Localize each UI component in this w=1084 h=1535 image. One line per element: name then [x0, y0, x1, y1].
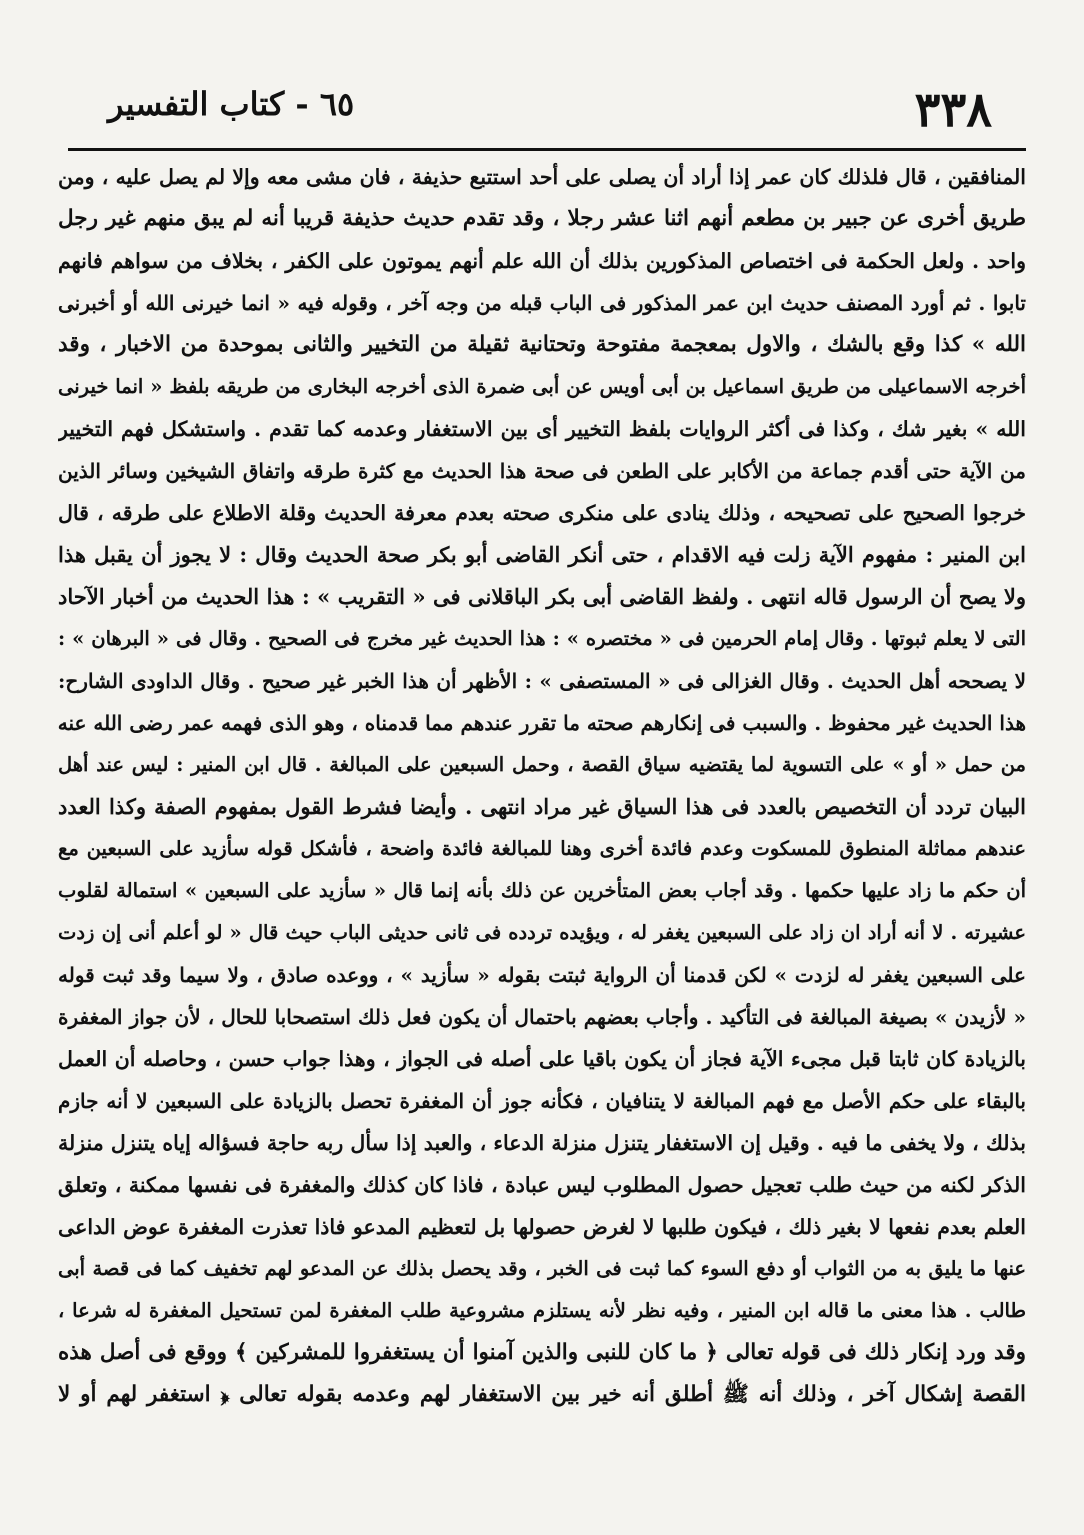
text-line: من الآية حتى أقدم جماعة من الأكابر على الطعن فى صحة هذا الحديث مع كثرة طرقه واتفاق الشيخين وسائر الذين [58, 459, 1026, 483]
text-line: عشيرته . لا أنه أراد ان زاد على السبعين يغفر له ، ويؤيده تردده فى ثانى حديثى الباب حيث قال « لو أعلم أنى إن زدت [58, 921, 1026, 944]
text-line: بالبقاء على حكم الأصل مع فهم المبالغة لا يتنافيان ، فكأنه جوز أن المغفرة تحصل بالزيادة على السبعين لا أنه جازم [58, 1089, 1026, 1113]
text-line: لا يصححه أهل الحديث . وقال الغزالى فى « المستصفى » : الأظهر أن هذا الخبر غير صحيح . وقال الداودى الشارح: [58, 669, 1026, 693]
text-line: البيان تردد أن التخصيص بالعدد فى هذا السياق غير مراد انتهى . وأيضا فشرط القول بمفهوم الصفة وكذا العدد [58, 794, 1026, 819]
text-line: الله » كذا وقع بالشك ، والاول بمعجمة مفتوحة وتحتانية ثقيلة من التخيير والثانى بموحدة من الاخبار ، وقد [58, 332, 1026, 357]
text-line: الله » بغير شك ، وكذا فى أكثر الروايات بلفظ التخيير أى بين الاستغفار وعدمه كما تقدم . واستشكل فهم التخيير [58, 417, 1026, 441]
page-header [58, 82, 1026, 156]
text-line: « لأزيدن » بصيغة المبالغة فى التأكيد . وأجاب بعضهم باحتمال أن يكون فعل ذلك استصحابا للحال ، لأن جواز المغفرة [58, 1005, 1026, 1029]
text-line: طالب . هذا معنى ما قاله ابن المنير ، وفيه نظر لأنه يستلزم مشروعية طلب المغفرة لمن تستحيل المغفرة له شرعا ، [58, 1299, 1026, 1322]
text-line: عنها ما يليق به من الثواب أو دفع السوء كما ثبت فى الخبر ، وقد يحصل بذلك عن المدعو لهم تخفيف كما فى قصة أبى [58, 1257, 1026, 1280]
text-line: واحد . ولعل الحكمة فى اختصاص المذكورين بذلك أن الله علم أنهم يموتون على الكفر ، بخلاف من سواهم فانهم [58, 249, 1026, 273]
text-line: تابوا . ثم أورد المصنف حديث ابن عمر المذكور فى الباب قبله من وجه آخر ، وقوله فيه « انما خيرنى الله أو أخبرنى [58, 291, 1026, 315]
text-line: بالزيادة كان ثابتا قبل مجىء الآية فجاز أن يكون باقيا على أصله فى الجواز ، وهذا جواب حسن ، وحاصله أن العمل [58, 1047, 1026, 1071]
text-line: الذكر لكنه من حيث طلب تعجيل حصول المطلوب ليس عبادة ، فاذا كان كذلك والمغفرة فى نفسها ممكنة ، وتعلق [58, 1173, 1026, 1197]
book-title: ٦٥ - كتاب التفسير [108, 85, 355, 123]
text-line: بذلك ، ولا يخفى ما فيه . وقيل إن الاستغفار يتنزل منزلة الدعاء ، والعبد إذا سأل ربه حاجة فسؤاله إياه يتنزل منزلة [58, 1131, 1026, 1155]
text-line: المنافقين ، قال فلذلك كان عمر إذا أراد أن يصلى على أحد استتبع حذيفة ، فان مشى معه وإلا لم يصل عليه ، ومن [58, 165, 1026, 189]
text-line: خرجوا الصحيح على تصحيحه ، وذلك ينادى على منكرى صحته بعدم معرفة الحديث وقلة الاطلاع على طرقه ، قال [58, 501, 1026, 525]
text-line: وقد ورد إنكار ذلك فى قوله تعالى ﴿ ما كان للنبى والذين آمنوا أن يستغفروا للمشركين ﴾ ووقع فى أصل هذه [58, 1340, 1026, 1365]
body-text [58, 156, 1026, 1416]
text-line: من حمل « أو » على التسوية لما يقتضيه سياق القصة ، وحمل السبعين على المبالغة . قال ابن المنير : ليس عند أهل [58, 753, 1026, 776]
text-line: أخرجه الاسماعيلى من طريق اسماعيل بن أبى أويس عن أبى ضمرة الذى أخرجه البخارى من طريقه بلفظ « انما خيرنى [58, 375, 1026, 398]
text-line: على السبعين يغفر له لزدت » لكن قدمنا أن الرواية ثبتت بقوله « سأزيد » ، ووعده صادق ، ولا سيما وقد ثبت قوله [58, 963, 1026, 987]
text-line: ابن المنير : مفهوم الآية زلت فيه الاقدام ، حتى أنكر القاضى أبو بكر صحة الحديث وقال : لا يجوز أن يقبل هذا [58, 542, 1026, 567]
text-line: هذا الحديث غير محفوظ . والسبب فى إنكارهم صحته ما تقرر عندهم مما قدمناه ، وهو الذى فهمه عمر رضى الله عنه [58, 711, 1026, 735]
header-rule [68, 148, 1026, 151]
text-line: عندهم مماثلة المنطوق للمسكوت وعدم فائدة أخرى وهنا للمبالغة فائدة واضحة ، فأشكل قوله سأزيد على السبعين مع [58, 837, 1026, 860]
text-line: ولا يصح أن الرسول قاله انتهى . ولفظ القاضى أبى بكر الباقلانى فى « التقريب » : هذا الحديث من أخبار الآحاد [58, 584, 1026, 609]
text-line: العلم بعدم نفعها لا بغير ذلك ، فيكون طلبها لا لغرض حصولها بل لتعظيم المدعو فاذا تعذرت المغفرة عوض الداعى [58, 1215, 1026, 1239]
text-line: طريق أخرى عن جبير بن مطعم أنهم اثنا عشر رجلا ، وقد تقدم حديث حذيفة قريبا أنه لم يبق منهم غير رجل [58, 206, 1026, 231]
page-number: ٣٣٨ [914, 82, 992, 138]
text-line: القصة إشكال آخر ، وذلك أنه ﷺ أطلق أنه خير بين الاستغفار لهم وعدمه بقوله تعالى ﴿ استغفر لهم أو لا [58, 1382, 1026, 1407]
text-line: أن حكم ما زاد عليها حكمها . وقد أجاب بعض المتأخرين عن ذلك بأنه إنما قال « سأزيد على السبعين » استمالة لقلوب [58, 879, 1026, 902]
text-line: التى لا يعلم ثبوتها . وقال إمام الحرمين فى « مختصره » : هذا الحديث غير مخرج فى الصحيح . وقال فى « البرهان » : [58, 627, 1026, 650]
